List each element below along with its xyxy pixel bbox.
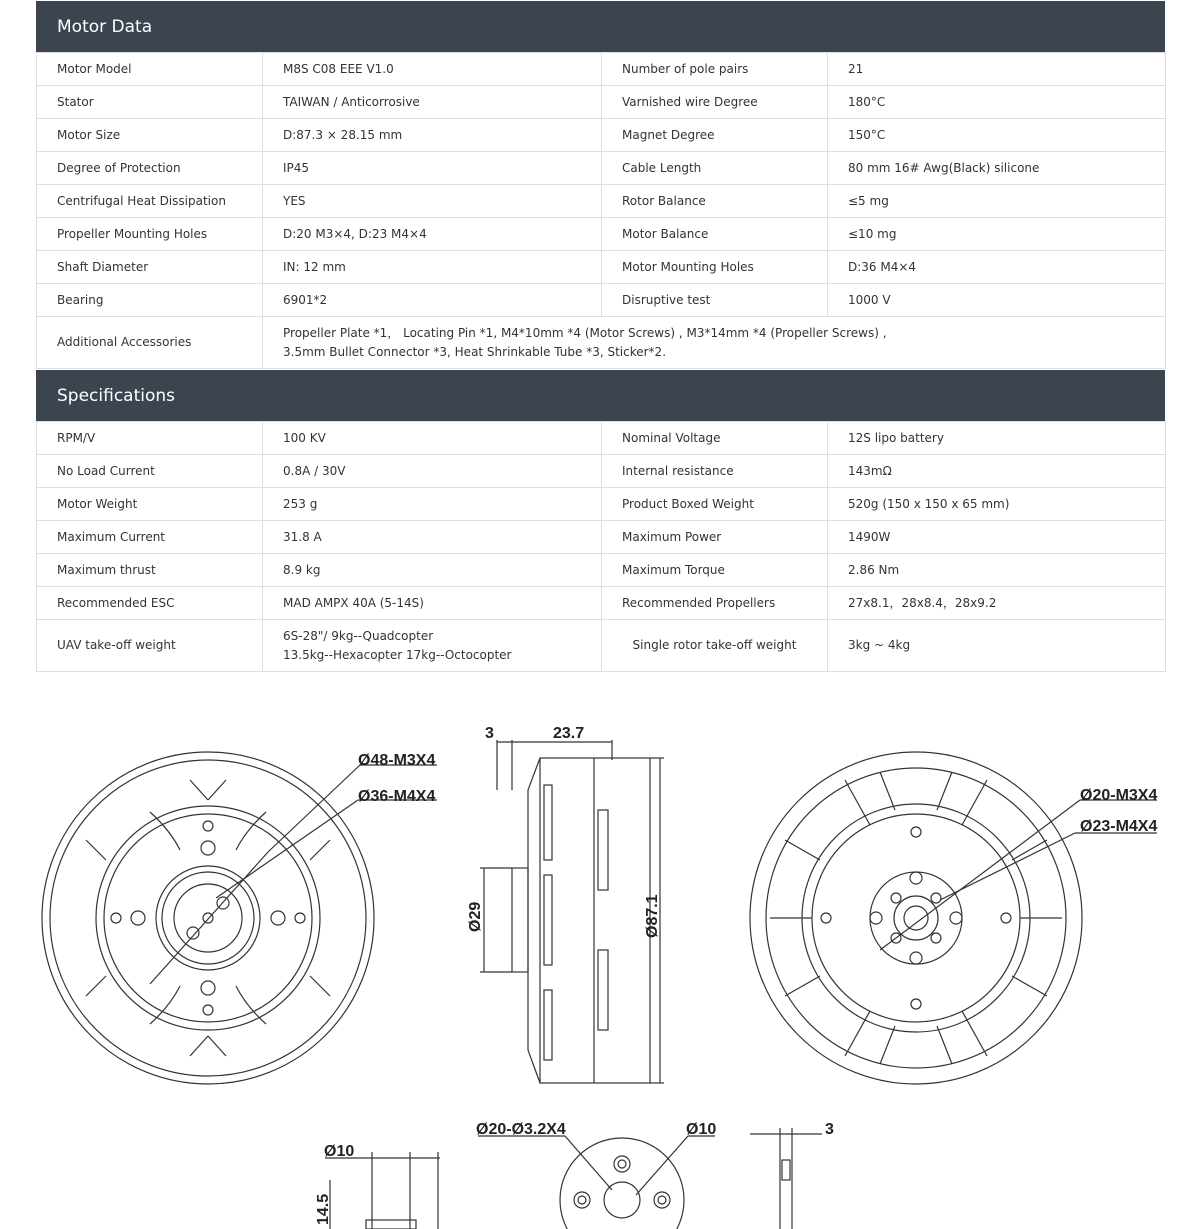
param-value: 100 KV	[263, 422, 602, 455]
param-label: Shaft Diameter	[37, 251, 263, 284]
uav-value	[263, 620, 602, 672]
table-row	[37, 86, 1166, 119]
param-value: ≤10 mg	[828, 218, 1166, 251]
param-value: 80 mm 16# Awg(Black) silicone	[828, 152, 1166, 185]
param-label: Rotor Balance	[602, 185, 828, 218]
param-label: Magnet Degree	[602, 119, 828, 152]
plate-side-detail	[750, 1121, 834, 1229]
param-label: Disruptive test	[602, 284, 828, 317]
param-value: 150°C	[828, 119, 1166, 152]
shaft-detail	[315, 1143, 440, 1229]
uav-label: UAV take-off weight	[37, 620, 263, 672]
param-value: D:20 M3×4, D:23 M4×4	[263, 218, 602, 251]
param-value: 27x8.1，28x8.4，28x9.2	[828, 587, 1166, 620]
param-label: Number of pole pairs	[602, 53, 828, 86]
single-rotor-label: Single rotor take-off weight	[602, 620, 828, 672]
param-value: 1490W	[828, 521, 1166, 554]
shaft-diameter-label: Ø10	[324, 1143, 355, 1160]
side-diameter-label: Ø87.1	[644, 894, 661, 938]
param-value: TAIWAN / Anticorrosive	[263, 86, 602, 119]
specifications-title: Specifications	[57, 385, 176, 406]
uav-line: 6S-28"/ 9kg--Quadcopter	[283, 628, 434, 643]
back-hole-label-2: Ø23-M4X4	[1080, 818, 1158, 835]
param-value: IN: 12 mm	[263, 251, 602, 284]
param-value: ≤5 mg	[828, 185, 1166, 218]
param-value: M8S C08 EEE V1.0	[263, 53, 602, 86]
side-shaft-label: Ø29	[467, 901, 484, 932]
table-row	[37, 521, 1166, 554]
specifications-table	[36, 421, 1166, 672]
plate-center-label: Ø10	[686, 1121, 717, 1138]
param-label: Maximum thrust	[37, 554, 263, 587]
param-label: Motor Mounting Holes	[602, 251, 828, 284]
param-value: 520g (150 x 150 x 65 mm)	[828, 488, 1166, 521]
back-hole-label-1: Ø20-M3X4	[1080, 787, 1158, 804]
param-value: D:36 M4×4	[828, 251, 1166, 284]
front-hole-label-2: Ø36-M4X4	[358, 788, 436, 805]
front-view	[42, 752, 437, 1084]
param-label: Maximum Torque	[602, 554, 828, 587]
param-label: Motor Weight	[37, 488, 263, 521]
param-label: Propeller Mounting Holes	[37, 218, 263, 251]
shaft-length-label: 14.5	[315, 1193, 332, 1225]
param-value: 2.86 Nm	[828, 554, 1166, 587]
param-value: 0.8A / 30V	[263, 455, 602, 488]
param-label: Recommended ESC	[37, 587, 263, 620]
param-label: Stator	[37, 86, 263, 119]
side-width-label-2: 23.7	[553, 725, 585, 742]
param-value: 6901*2	[263, 284, 602, 317]
accessories-line: Propeller Plate *1， Locating Pin *1, M4*10mm *4 (Motor Screws) , M3*14mm *4 (Propeller Screws) ,	[283, 325, 887, 340]
uav-line: 13.5kg--Hexacopter 17kg--Octocopter	[283, 647, 512, 662]
technical-drawing	[0, 700, 1200, 1229]
param-value: 180°C	[828, 86, 1166, 119]
back-view	[750, 752, 1157, 1084]
table-row	[37, 317, 1166, 369]
table-row	[37, 620, 1166, 672]
single-rotor-value: 3kg ~ 4kg	[828, 620, 1166, 672]
accessories-value	[263, 317, 1166, 369]
table-row	[37, 251, 1166, 284]
param-label: Bearing	[37, 284, 263, 317]
table-row	[37, 422, 1166, 455]
param-label: Degree of Protection	[37, 152, 263, 185]
side-view	[467, 725, 664, 1083]
param-label: Motor Balance	[602, 218, 828, 251]
param-value: 12S lipo battery	[828, 422, 1166, 455]
param-label: Internal resistance	[602, 455, 828, 488]
param-label: Maximum Power	[602, 521, 828, 554]
param-value: IP45	[263, 152, 602, 185]
param-label: Varnished wire Degree	[602, 86, 828, 119]
accessories-label: Additional Accessories	[37, 317, 263, 369]
param-label: Recommended Propellers	[602, 587, 828, 620]
param-label: Motor Size	[37, 119, 263, 152]
param-value: MAD AMPX 40A (5-14S)	[263, 587, 602, 620]
param-label: Product Boxed Weight	[602, 488, 828, 521]
param-label: Maximum Current	[37, 521, 263, 554]
param-value: 1000 V	[828, 284, 1166, 317]
param-value: YES	[263, 185, 602, 218]
table-row	[37, 218, 1166, 251]
param-value: 31.8 A	[263, 521, 602, 554]
param-label: Motor Model	[37, 53, 263, 86]
table-row	[37, 185, 1166, 218]
param-label: No Load Current	[37, 455, 263, 488]
front-hole-label-1: Ø48-M3X4	[358, 752, 436, 769]
param-value: 253 g	[263, 488, 602, 521]
param-value: D:87.3 × 28.15 mm	[263, 119, 602, 152]
param-value: 8.9 kg	[263, 554, 602, 587]
motor-data-table	[36, 52, 1166, 369]
table-row	[37, 53, 1166, 86]
table-row	[37, 488, 1166, 521]
param-label: RPM/V	[37, 422, 263, 455]
param-value: 21	[828, 53, 1166, 86]
table-row	[37, 152, 1166, 185]
accessories-line: 3.5mm Bullet Connector *3, Heat Shrinkable Tube *3, Sticker*2.	[283, 344, 667, 359]
side-width-label-1: 3	[485, 725, 494, 742]
motor-data-header	[36, 1, 1165, 52]
table-row	[37, 554, 1166, 587]
param-value: 143mΩ	[828, 455, 1166, 488]
param-label: Centrifugal Heat Dissipation	[37, 185, 263, 218]
specifications-header	[36, 370, 1165, 421]
table-row	[37, 284, 1166, 317]
plate-thickness-label: 3	[825, 1121, 834, 1138]
motor-data-title: Motor Data	[57, 16, 153, 37]
param-label: Cable Length	[602, 152, 828, 185]
table-row	[37, 119, 1166, 152]
table-row	[37, 455, 1166, 488]
propeller-plate-detail	[476, 1121, 716, 1229]
plate-holes-label: Ø20-Ø3.2X4	[476, 1121, 566, 1138]
table-row	[37, 587, 1166, 620]
param-label: Nominal Voltage	[602, 422, 828, 455]
